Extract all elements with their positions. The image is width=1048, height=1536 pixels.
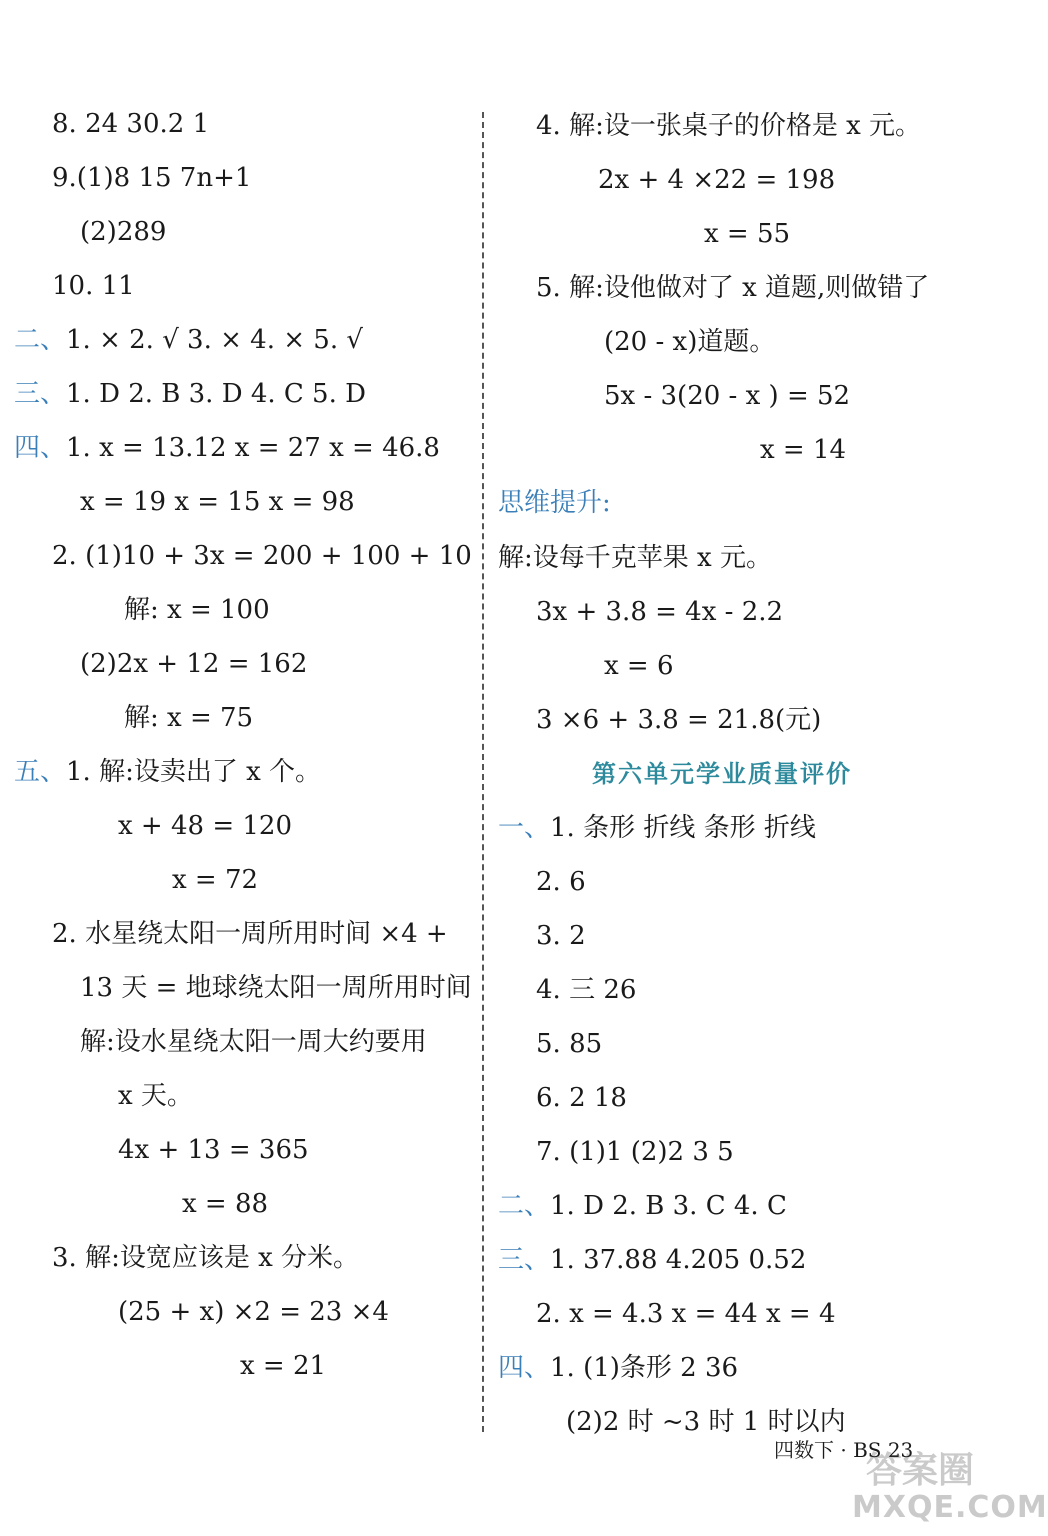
answer-text: 1. 37.88 4.205 0.52: [550, 1245, 807, 1275]
unit-title: 第六单元学业质量评价: [592, 759, 852, 788]
answer-text: 1. × 2. √ 3. × 4. × 5. √: [66, 325, 363, 355]
answer-line: 6. 2 18: [536, 1083, 627, 1113]
watermark-logo: [846, 1440, 1048, 1536]
answer-line: 解: x = 75: [124, 703, 254, 733]
answer-line: 解: x = 100: [124, 595, 270, 625]
answer-line: x = 19 x = 15 x = 98: [80, 487, 355, 517]
section-row: [14, 756, 321, 788]
section-row: [498, 1244, 806, 1276]
section-mark: 三、: [14, 379, 67, 409]
answer-text: 1. 解:设卖出了 x 个。: [66, 757, 322, 787]
section-mark: 一、: [498, 813, 551, 843]
answer-line: 5x - 3(20 - x ) = 52: [604, 381, 851, 411]
watermark-title: 答案圈: [866, 1450, 975, 1491]
answer-line: x 天。: [118, 1081, 193, 1111]
answer-line: 8. 24 30.2 1: [52, 109, 210, 139]
section-mark: 二、: [498, 1191, 551, 1221]
section-mark: 四、: [14, 433, 67, 463]
answer-line: 4x + 13 = 365: [118, 1135, 309, 1165]
answer-line: x = 14: [760, 435, 847, 465]
section-row: [14, 378, 366, 410]
section-row: [498, 812, 816, 844]
answer-line: 2. 6: [536, 867, 586, 897]
answer-line: 4. 解:设一张桌子的价格是 x 元。: [536, 111, 922, 141]
answer-line: 解:设每千克苹果 x 元。: [498, 543, 772, 573]
answer-text: 1. D 2. B 3. D 4. C 5. D: [66, 379, 366, 409]
answer-line: 13 天 = 地球绕太阳一周所用时间: [80, 973, 472, 1003]
answer-line: x = 72: [172, 865, 259, 895]
answer-line: x = 55: [704, 219, 791, 249]
answer-line: x = 88: [182, 1189, 269, 1219]
answer-line: 5. 解:设他做对了 x 道题,则做错了: [536, 273, 930, 303]
answer-line: 3. 2: [536, 921, 586, 951]
answer-line: 5. 85: [536, 1029, 603, 1059]
answer-line: x + 48 = 120: [118, 811, 293, 841]
watermark-url: MXQE.COM: [852, 1490, 1048, 1525]
column-divider: [482, 112, 484, 1432]
answer-line: x = 6: [604, 651, 674, 681]
section-row: [14, 432, 440, 464]
answer-line: 10. 11: [52, 271, 135, 301]
section-mark: 五、: [14, 757, 67, 787]
answer-line: 7. (1)1 (2)2 3 5: [536, 1137, 734, 1167]
answer-line: x = 21: [240, 1351, 327, 1381]
section-mark: 三、: [498, 1245, 551, 1275]
answer-line: (2)2x + 12 = 162: [80, 649, 308, 679]
section-row: [498, 1190, 787, 1222]
answer-line: (2)289: [80, 217, 167, 247]
answer-line: (2)2 时 ~3 时 1 时以内: [566, 1407, 846, 1437]
section-mark: 四、: [498, 1353, 551, 1383]
answer-line: 2. x = 4.3 x = 44 x = 4: [536, 1299, 836, 1329]
answer-line: 2. (1)10 + 3x = 200 + 100 + 10: [52, 541, 472, 571]
section-row: [498, 1352, 738, 1384]
answer-text: 1. (1)条形 2 36: [550, 1353, 739, 1383]
answer-line: 4. 三 26: [536, 975, 637, 1005]
answer-line: 2x + 4 ×22 = 198: [598, 165, 836, 195]
answer-text: 1. x = 13.12 x = 27 x = 46.8: [66, 433, 440, 463]
page-footer: 四数下 · BS 23: [774, 1438, 914, 1462]
answer-line: 解:设水星绕太阳一周大约要用: [80, 1027, 427, 1057]
answer-line: 9.(1)8 15 7n+1: [52, 163, 252, 193]
answer-line: 3. 解:设宽应该是 x 分米。: [52, 1243, 360, 1273]
answer-text: 1. 条形 折线 条形 折线: [550, 813, 816, 843]
answer-line: 2. 水星绕太阳一周所用时间 ×4 +: [52, 919, 448, 949]
answer-line: (25 + x) ×2 = 23 ×4: [118, 1297, 389, 1327]
answer-line: 3 ×6 + 3.8 = 21.8(元): [536, 705, 822, 735]
section-row: [14, 324, 363, 356]
answer-line: (20 - x)道题。: [604, 327, 776, 357]
thinking-heading: 思维提升:: [498, 488, 611, 518]
answer-line: 3x + 3.8 = 4x - 2.2: [536, 597, 784, 627]
section-mark: 二、: [14, 325, 67, 355]
answer-text: 1. D 2. B 3. C 4. C: [550, 1191, 787, 1221]
